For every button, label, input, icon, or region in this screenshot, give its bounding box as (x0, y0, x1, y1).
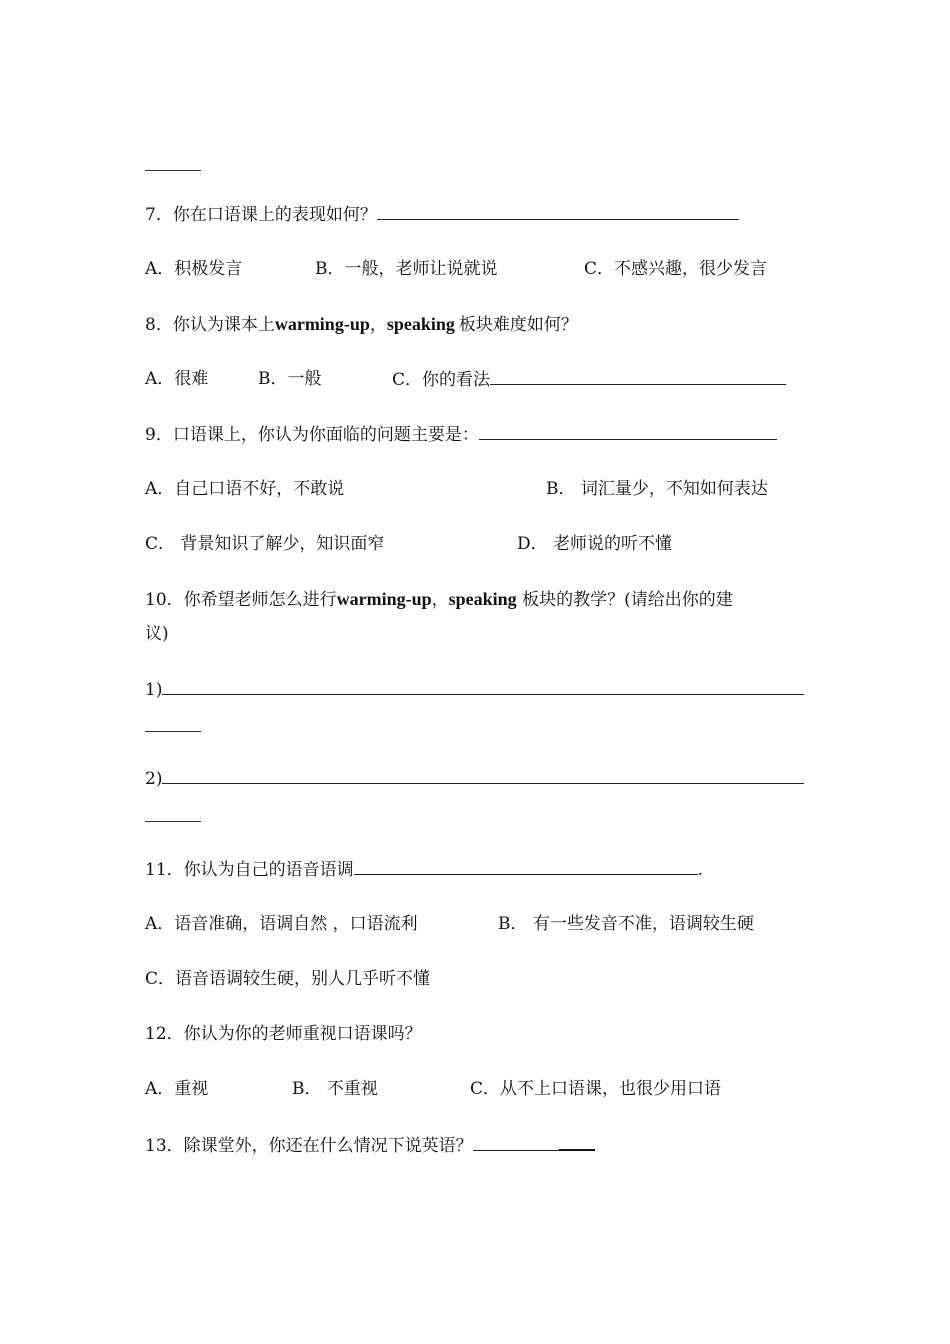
question-text: 口语课上，你认为你面临的问题主要是： (172, 425, 479, 445)
question-number: 12． (145, 1024, 184, 1044)
q8-option-c-row (392, 367, 786, 392)
question-number: 8． (145, 315, 173, 335)
question-period: . (697, 860, 704, 880)
separator: ， (431, 590, 449, 610)
q8-option-b: B．一般 (258, 369, 322, 389)
q11-option-b: B． 有一些发音不准，语调较生硬 (498, 914, 754, 934)
question-13 (145, 1132, 595, 1158)
q7-option-b: B．一般，老师让说就说 (315, 259, 498, 279)
answer-blank-continuation (145, 170, 201, 171)
question-11 (145, 857, 703, 882)
q7-option-a: A．积极发言 (145, 259, 243, 279)
q11-option-a: A．语音准确，语调自然 ，口语流利 (145, 914, 418, 934)
answer-2 (145, 766, 804, 791)
question-text-end: 板块难度如何？ (458, 315, 578, 335)
q12-option-a: A．重视 (145, 1079, 209, 1099)
question-text: 你认为你的老师重视口语课吗？ (183, 1024, 422, 1044)
question-text: 你希望老师怎么进行 (183, 590, 337, 610)
answer-blank-continuation (145, 821, 201, 822)
answer-blank-continuation (145, 731, 201, 732)
question-number: 13． (145, 1136, 184, 1156)
answer-1 (145, 677, 804, 702)
question-text: 你认为自己的语音语调 (183, 860, 354, 880)
question-number: 9． (145, 425, 173, 445)
question-12 (145, 1022, 422, 1046)
answer-blank[interactable] (162, 766, 804, 784)
question-10 (145, 587, 733, 612)
question-9 (145, 422, 777, 447)
answer-2-label: 2) (145, 769, 163, 789)
question-text: 除课堂外，你还在什么情况下说英语？ (183, 1136, 473, 1156)
q12-option-c: C．从不上口语课，也很少用口语 (470, 1079, 722, 1099)
answer-blank[interactable] (354, 857, 698, 875)
answer-blank-thick[interactable] (559, 1132, 595, 1151)
q9-option-a: A．自己口语不好，不敢说 (145, 479, 345, 499)
term-warming-up: warming-up (274, 314, 370, 334)
question-7 (145, 202, 739, 227)
q8-option-c: C．你的看法 (392, 370, 491, 390)
answer-blank[interactable] (162, 677, 804, 695)
answer-blank[interactable] (479, 422, 777, 440)
q11-option-c: C．语音语调较生硬，别人几乎听不懂 (145, 969, 431, 989)
q12-option-b: B． 不重视 (292, 1079, 378, 1099)
question-text: 你认为课本上 (172, 315, 275, 335)
question-text: 你在口语课上的表现如何？ (172, 205, 377, 225)
question-text-end: 板块的教学？(请给出你的建 (516, 590, 733, 610)
answer-1-label: 1) (145, 680, 163, 700)
term-speaking: speaking (448, 589, 517, 609)
question-number: 10． (145, 590, 184, 610)
question-number: 7． (145, 205, 173, 225)
question-number: 11． (145, 860, 184, 880)
answer-blank[interactable] (490, 367, 786, 385)
q7-option-c: C．不感兴趣，很少发言 (584, 259, 768, 279)
answer-blank[interactable] (473, 1133, 559, 1151)
q9-option-d: D． 老师说的听不懂 (517, 534, 673, 554)
separator: ， (369, 315, 387, 335)
answer-blank[interactable] (377, 202, 739, 220)
term-speaking: speaking (386, 314, 455, 334)
term-warming-up: warming-up (336, 589, 432, 609)
question-8 (145, 312, 578, 337)
question-10-continued: 议) (145, 624, 169, 644)
q9-option-c: C． 背景知识了解少，知识面窄 (145, 534, 385, 554)
q9-option-b: B． 词汇量少，不知如何表达 (546, 479, 768, 499)
q8-option-a: A．很难 (145, 369, 209, 389)
